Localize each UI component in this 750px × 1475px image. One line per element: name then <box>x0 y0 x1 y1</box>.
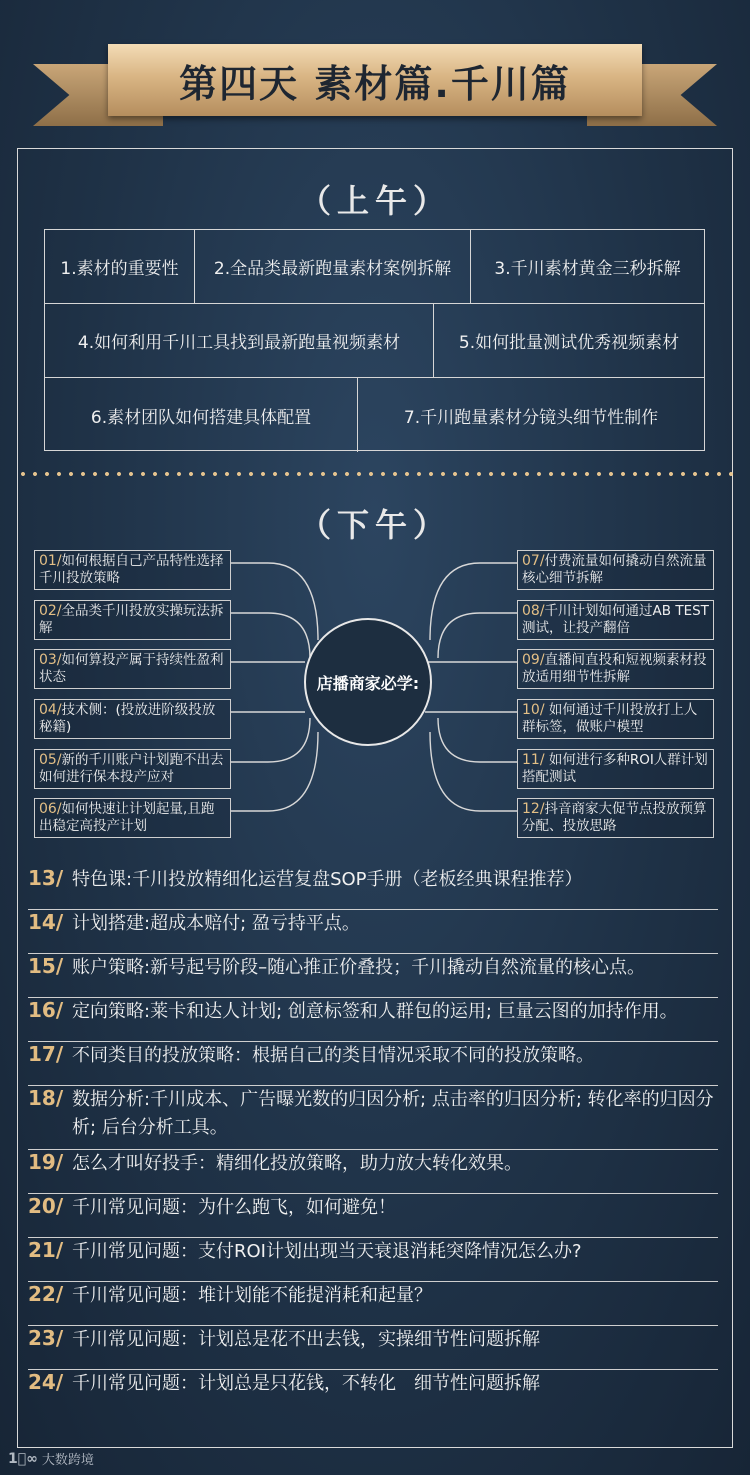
mindmap-left-item: 02/全品类千川投放实操玩法拆解 <box>34 600 231 640</box>
morning-topic-cell: 2.全品类最新跑量素材案例拆解 <box>195 230 471 303</box>
list-item-text: 计划搭建:超成本赔付; 盈亏持平点。 <box>72 913 360 934</box>
watermark <box>8 1449 94 1468</box>
list-item <box>28 954 718 998</box>
morning-topics-table <box>44 229 705 451</box>
mindmap-left-item: 01/如何根据自己产品特性选择千川投放策略 <box>34 550 231 590</box>
connector-right-1 <box>430 563 517 640</box>
list-item-text: 千川常见问题：计划总是只花钱，不转化 细节性问题拆解 <box>72 1373 540 1394</box>
mindmap-right-item: 11/ 如何进行多种ROI人群计划搭配测试 <box>517 749 714 789</box>
list-item <box>28 866 718 910</box>
morning-topic-cell: 7.千川跑量素材分镜头细节性制作 <box>403 407 659 428</box>
list-item-number: 15/ <box>28 954 64 978</box>
list-item-text: 千川常见问题：计划总是花不出去钱，实操细节性问题拆解 <box>72 1329 540 1350</box>
list-item-number: 14/ <box>28 910 64 934</box>
list-item <box>28 1282 718 1326</box>
list-item-text: 定向策略:莱卡和达人计划; 创意标签和人群包的运用; 巨量云图的加持作用。 <box>72 1001 678 1022</box>
list-item-number: 16/ <box>28 998 64 1022</box>
list-item-number: 22/ <box>28 1282 64 1306</box>
morning-heading: （上午） <box>298 182 451 220</box>
list-item <box>28 1194 718 1238</box>
mindmap-left-item: 04/技术侧：(投放进阶级投放秘籍) <box>34 699 231 739</box>
connector-right-5 <box>438 718 517 762</box>
table-row <box>45 230 704 304</box>
list-item-number: 24/ <box>28 1370 64 1394</box>
list-item-text: 不同类目的投放策略：根据自己的类目情况采取不同的投放策略。 <box>72 1045 594 1066</box>
list-item-number: 21/ <box>28 1238 64 1262</box>
afternoon-mindmap <box>0 540 750 850</box>
list-item-number: 19/ <box>28 1150 64 1174</box>
morning-topic-cell: 6.素材团队如何搭建具体配置 <box>45 378 358 452</box>
list-item <box>28 998 718 1042</box>
afternoon-heading: （下午） <box>298 506 451 544</box>
list-item-text: 怎么才叫好投手：精细化投放策略，助力放大转化效果。 <box>72 1153 522 1174</box>
morning-topic-cell: 5.如何批量测试优秀视频素材 <box>458 333 680 353</box>
list-item-text: 数据分析:千川成本、广告曝光数的归因分析; 点击率的归因分析; 转化率的归因分析; 后台分析工具。 <box>72 1089 714 1138</box>
connector-left-5 <box>231 718 310 762</box>
list-item <box>28 1326 718 1370</box>
mindmap-left-item: 05/新的千川账户计划跑不出去如何进行保本投产应对 <box>34 749 231 789</box>
mindmap-left-item: 03/如何算投产属于持续性盈利状态 <box>34 649 231 689</box>
list-item-number: 13/ <box>28 866 64 890</box>
table-row <box>45 378 704 452</box>
table-row <box>45 304 704 378</box>
morning-topic-cell: 1.素材的重要性 <box>45 230 195 303</box>
connector-right-2 <box>438 613 517 658</box>
morning-topic-cell: 3.千川素材黄金三秒拆解 <box>494 259 681 279</box>
mindmap-right-item: 12/抖音商家大促节点投放预算分配、投放思路 <box>517 798 714 838</box>
mindmap-right-item: 10/ 如何通过千川投放打上人群标签，做账户模型 <box>517 699 714 739</box>
list-item-text: 千川常见问题：为什么跑飞，如何避免！ <box>72 1197 396 1218</box>
list-item-text: 账户策略:新号起号阶段–随心推正价叠投；千川撬动自然流量的核心点。 <box>72 957 646 978</box>
list-item-text: 特色课:千川投放精细化运营复盘SOP手册（老板经典课程推荐） <box>72 869 583 890</box>
list-item <box>28 1086 718 1150</box>
connector-left-2 <box>231 613 310 658</box>
list-item-text: 千川常见问题：堆计划能不能提消耗和起量？ <box>72 1285 432 1306</box>
list-item <box>28 910 718 954</box>
list-item <box>28 1370 718 1414</box>
list-item <box>28 1042 718 1086</box>
list-item-number: 23/ <box>28 1326 64 1350</box>
mindmap-center-node: 店播商家必学: <box>304 618 432 746</box>
mindmap-left-item: 06/如何快速让计划起量,且跑出稳定高投产计划 <box>34 798 231 838</box>
watermark-logo-icon: 1⃝∞ <box>8 1450 38 1467</box>
banner-plate <box>108 44 642 116</box>
mindmap-right-item: 08/千川计划如何通过AB TEST测试，让投产翻倍 <box>517 600 714 640</box>
connector-left-1 <box>231 563 318 640</box>
list-item-number: 17/ <box>28 1042 64 1066</box>
mindmap-right-item: 07/付费流量如何撬动自然流量核心细节拆解 <box>517 550 714 590</box>
list-item <box>28 1238 718 1282</box>
list-item-number: 18/ <box>28 1086 64 1110</box>
list-item <box>28 1150 718 1194</box>
dotted-divider <box>17 471 733 477</box>
page-title: 第四天 素材篇.千川篇 <box>179 61 571 106</box>
title-banner <box>0 0 750 150</box>
morning-topic-cell: 4.如何利用千川工具找到最新跑量视频素材 <box>45 304 434 377</box>
mindmap-right-item: 09/直播间直投和短视频素材投放适用细节性拆解 <box>517 649 714 689</box>
list-item-number: 20/ <box>28 1194 64 1218</box>
list-item-text: 千川常见问题：支付ROI计划出现当天衰退消耗突降情况怎么办? <box>72 1241 582 1262</box>
watermark-text: 大数跨境 <box>41 1453 94 1468</box>
